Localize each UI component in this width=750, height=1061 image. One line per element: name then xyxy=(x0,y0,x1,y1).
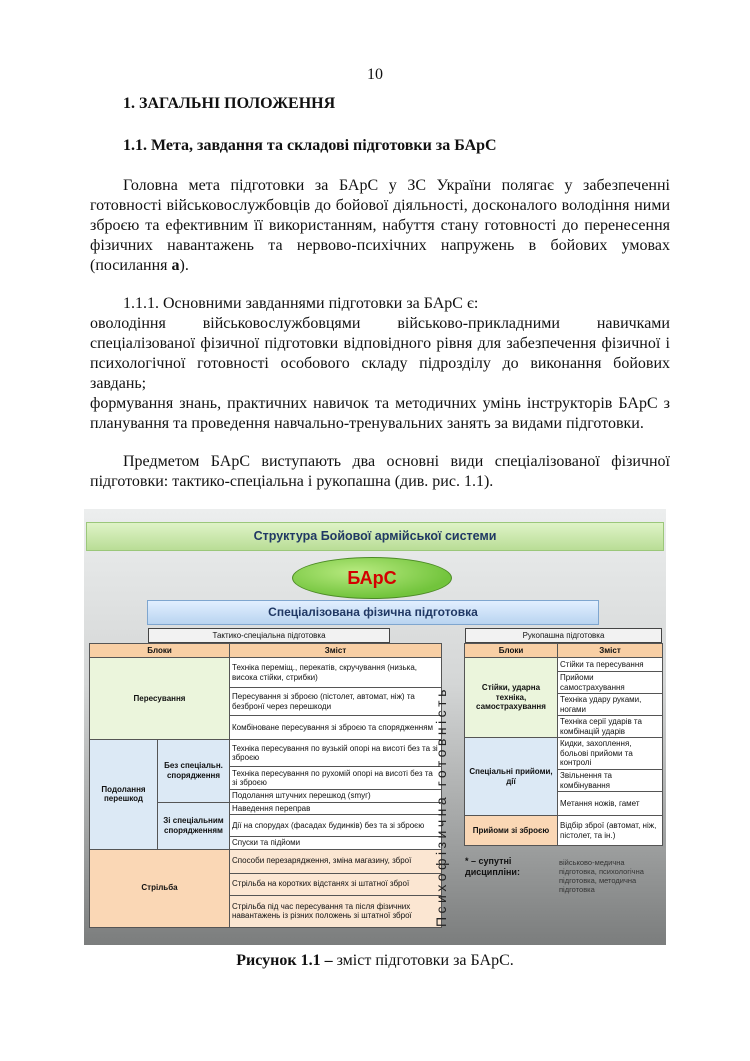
right-header-content: Зміст xyxy=(558,644,663,658)
content-cell: Стійки та пересування xyxy=(558,658,663,672)
figure-barc-structure xyxy=(84,509,666,945)
content-cell: Стрільба на коротких відстанях зі штатної зброї xyxy=(230,873,442,895)
figure-caption: Рисунок 1.1 – зміст підготовки за БАрС. xyxy=(236,952,514,969)
content-cell: Кидки, захоплення, больові прийоми та контролі xyxy=(558,738,663,770)
paragraph-goal: Головна мета підготовки за БАрС у ЗС України полягає у забезпеченні готовності військовослужбовців до бойової діяльності, досконалого володіння ними зброєю та ефективним її використанням, набуття стану готовності до перенесення фізичних навантажень та нервово-психічних напружень в бойових умовах (посилання а). xyxy=(90,177,670,274)
content-cell: Наведення переправ xyxy=(230,802,442,815)
content-cell: Техніка переміщ., перекатів, скручування (низька, висока стійки, стрибки) xyxy=(230,658,442,688)
reference-a: а xyxy=(171,257,180,274)
related-disciplines-label: * – супутні дисципліни: xyxy=(465,856,520,877)
subsection-heading: 1.1. Мета, завдання та складові підготовки за БАрС xyxy=(123,137,497,154)
content-cell: Подолання штучних перешкод (smуг) xyxy=(230,790,442,803)
content-cell: Комбіноване пересування зі зброєю та спорядженням xyxy=(230,716,442,740)
section-heading: 1. ЗАГАЛЬНІ ПОЛОЖЕННЯ xyxy=(123,95,336,112)
block-movement: Пересування xyxy=(90,658,230,740)
content-cell: Техніка пересування по рухомій опорі на висоті без та зі зброєю xyxy=(230,767,442,790)
content-cell: Метання ножів, гамет xyxy=(558,792,663,816)
block-weapon-techniques: Прийоми зі зброєю xyxy=(465,816,558,846)
hand-to-hand-training-label: Рукопашна підготовка xyxy=(465,628,662,643)
left-header-blocks: Блоки xyxy=(90,644,230,658)
right-header-blocks: Блоки xyxy=(465,644,558,658)
content-cell: Пересування зі зброєю (пістолет, автомат, ніж) та безбронї через перешкоди xyxy=(230,688,442,716)
content-cell: Техніка удару руками, ногами xyxy=(558,694,663,716)
hand-to-hand-table xyxy=(464,643,663,846)
block-no-equipment: Без спеціальн. спорядження xyxy=(158,740,230,803)
barc-oval: БАрС xyxy=(292,557,452,599)
page-number: 10 xyxy=(367,66,383,83)
psychophysical-readiness-label: Психофізична готовність xyxy=(433,686,449,927)
block-obstacles: Подолання перешкод xyxy=(90,740,158,850)
content-cell: Способи перезарядження, зміна магазину, зброї xyxy=(230,849,442,873)
tactical-training-label: Тактико-спеціальна підготовка xyxy=(148,628,390,643)
paragraph-subject: Предметом БАрС виступають два основні види спеціалізованої фізичної підготовки: тактико-спеціальна і рукопашна (див. рис. 1.1). xyxy=(90,453,670,490)
related-disciplines-list: військово-медична підготовка, психологічна підготовка, методична підготовка xyxy=(559,858,644,894)
task-item-1: оволодіння військовослужбовцями військово-прикладними навичками спеціалізованої фізичної підготовки відповідного рівня для забезпечення фізичної і психологічної готовності особового складу підрозділу до виконання бойових завдань; xyxy=(90,315,670,392)
content-cell: Прийоми самострахування xyxy=(558,672,663,694)
left-header-content: Зміст xyxy=(230,644,442,658)
content-cell: Техніка пересування по вузькій опорі на висоті без та зі зброєю xyxy=(230,740,442,767)
tasks-intro: 1.1.1. Основними завданнями підготовки за БАрС є: xyxy=(123,295,479,312)
paragraph-tasks xyxy=(90,294,670,434)
content-cell: Техніка серії ударів та комбінацій ударів xyxy=(558,716,663,738)
block-stances: Стійки, ударна техніка, самострахування xyxy=(465,658,558,738)
block-shooting: Стрільба xyxy=(90,849,230,927)
content-cell: Відбір зброї (автомат, ніж, пістолет, та ін.) xyxy=(558,816,663,846)
specialized-training-bar: Спеціалізована фізична підготовка xyxy=(147,600,599,625)
figure-title: Структура Бойової армійської системи xyxy=(86,522,664,551)
tactical-table xyxy=(89,643,442,928)
block-with-equipment: Зі спеціальним спорядженням xyxy=(158,802,230,849)
content-cell: Спуски та підйоми xyxy=(230,837,442,850)
content-cell: Звільнення та комбінування xyxy=(558,770,663,792)
content-cell: Стрільба під час пересування та після фізичних навантажень із різних положень зі штатної зброї xyxy=(230,895,442,927)
content-cell: Дії на спорудах (фасадах будинків) без та зі зброєю xyxy=(230,815,442,837)
task-item-2: формування знань, практичних навичок та методичних умінь інструкторів БАрС з планування та проведення навчально-тренувальних занять за видами підготовки. xyxy=(90,395,670,432)
block-special-techniques: Спеціальні прийоми, дії xyxy=(465,738,558,816)
